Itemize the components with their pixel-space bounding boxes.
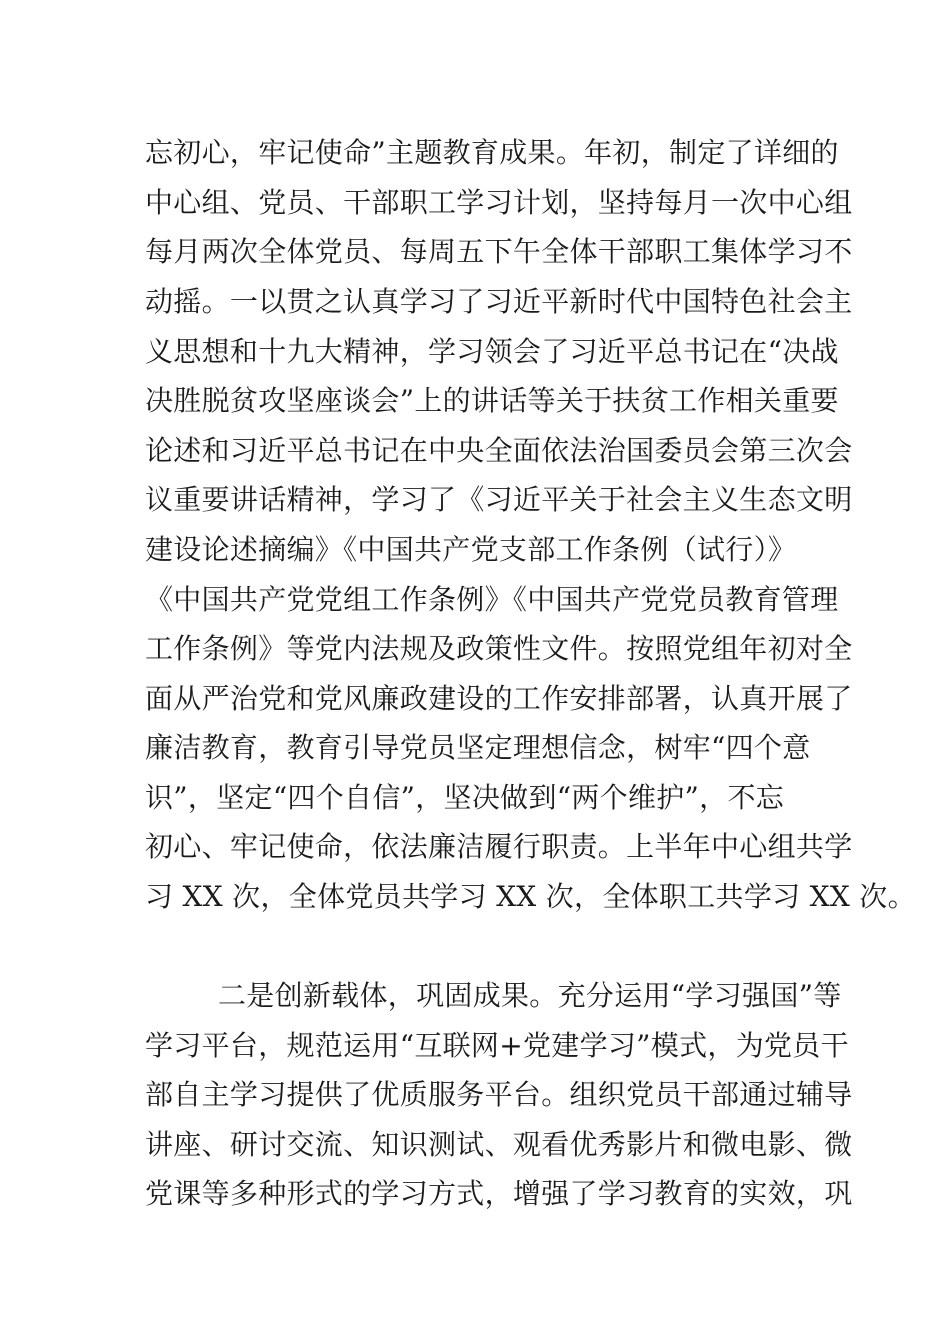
text-line: 初心、牢记使命，依法廉洁履行职责。上半年中心组共学 (145, 830, 853, 863)
text-line: 《中国共产党党组工作条例》《中国共产党党员教育管理 (145, 583, 839, 616)
text-line: 习 XX 次，全体党员共学习 XX 次，全体职工共学习 XX 次。 (145, 880, 916, 913)
text-line: 义思想和十九大精神，学习领会了习近平总书记在“决战 (145, 335, 839, 368)
text-line: 二是创新载体，巩固成果。充分运用“学习强国”等 (218, 979, 842, 1012)
text-line: 忘初心，牢记使命”主题教育成果。年初，制定了详细的 (145, 136, 839, 169)
text-line: 议重要讲话精神，学习了《习近平关于社会主义生态文明 (145, 483, 853, 516)
text-line: 建设论述摘编》《中国共产党支部工作条例（试行）》 (145, 533, 797, 566)
text-line: 工作条例》等党内法规及政策性文件。按照党组年初对全 (145, 632, 853, 665)
text-line: 识”，坚定“四个自信”，坚决做到“两个维护”，不忘 (145, 781, 785, 814)
text-line: 部自主学习提供了优质服务平台。组织党员干部通过辅导 (145, 1078, 853, 1111)
text-line: 论述和习近平总书记在中央全面依法治国委员会第三次会 (145, 434, 853, 467)
text-line: 面从严治党和党风廉政建设的工作安排部署，认真开展了 (145, 682, 853, 715)
text-line: 动摇。一以贯之认真学习了习近平新时代中国特色社会主 (145, 285, 853, 318)
text-line: 党课等多种形式的学习方式，增强了学习教育的实效，巩 (145, 1177, 853, 1210)
text-line: 每月两次全体党员、每周五下午全体干部职工集体学习不 (145, 235, 853, 268)
text-line: 讲座、研讨交流、知识测试、观看优秀影片和微电影、微 (145, 1128, 853, 1161)
text-line: 中心组、党员、干部职工学习计划，坚持每月一次中心组 (145, 186, 853, 219)
text-line: 廉洁教育，教育引导党员坚定理想信念，树牢“四个意 (145, 731, 811, 764)
text-line: 决胜脱贫攻坚座谈会”上的讲话等关于扶贫工作相关重要 (145, 384, 839, 417)
text-line: 学习平台，规范运用“互联网+党建学习”模式，为党员干 (145, 1029, 849, 1062)
